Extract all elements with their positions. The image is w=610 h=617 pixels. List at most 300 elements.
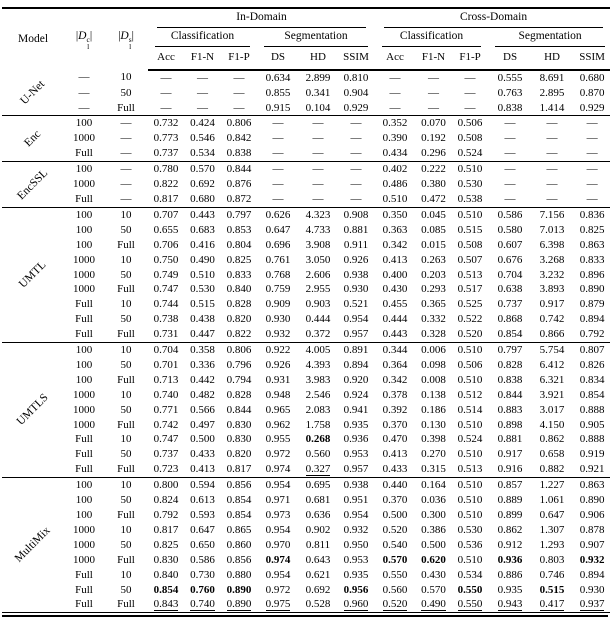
- metric-cell: [572, 493, 610, 508]
- metric-cell: [221, 282, 257, 297]
- metric-cell: [452, 462, 488, 477]
- metric-value: —: [272, 163, 284, 176]
- metric-cell: [415, 568, 452, 583]
- metric-cell: [221, 223, 257, 238]
- metric-value: 0.472: [421, 192, 446, 205]
- metric-cell: [488, 207, 532, 222]
- cls-set-size-cell: 100: [75, 208, 93, 221]
- metric-value: 0.830: [153, 553, 179, 566]
- metric-cell: [532, 447, 572, 462]
- seg-set-size-cell: —: [120, 178, 132, 191]
- metric-cell: [452, 403, 488, 418]
- metric-cell: [532, 162, 572, 177]
- metric-cell: [221, 523, 257, 538]
- metric-value: 0.820: [226, 313, 252, 326]
- metric-cell: [415, 508, 452, 523]
- metric-cell: [375, 86, 415, 101]
- metric-cell: [415, 583, 452, 598]
- metric-value: 0.932: [265, 328, 291, 341]
- metric-value: 0.974: [265, 553, 291, 566]
- metric-value: 0.681: [305, 494, 331, 507]
- metric-cell: [148, 403, 184, 418]
- metric-value: 0.550: [457, 583, 483, 596]
- metric-value: 0.768: [265, 268, 291, 281]
- cls-set-size-cell: 1000: [73, 553, 95, 566]
- metric-cell: [337, 282, 375, 297]
- metric-value: 0.890: [579, 494, 605, 507]
- metric-value: 0.972: [265, 583, 291, 596]
- metric-value: 0.386: [421, 523, 446, 536]
- subgroup-label: Classification: [382, 28, 481, 47]
- metric-cell: [532, 327, 572, 342]
- metric-cell: [375, 432, 415, 447]
- metric-value: 0.862: [497, 523, 523, 536]
- metric-value: 0.433: [190, 448, 215, 461]
- metric-cell: [488, 223, 532, 238]
- metric-cell: [572, 177, 610, 192]
- metric-value: —: [586, 192, 598, 205]
- metric-cell: [337, 523, 375, 538]
- metric-value: 0.528: [305, 598, 331, 611]
- metric-value: —: [272, 117, 284, 130]
- metric-value: 0.515: [457, 223, 483, 236]
- metric-cell: [257, 553, 299, 568]
- metric-cell: [375, 568, 415, 583]
- metric-value: —: [233, 71, 245, 84]
- seg-set-size-cell: Full: [117, 598, 135, 611]
- metric-value: 0.915: [265, 101, 291, 114]
- metric-value: 0.738: [153, 313, 179, 326]
- metric-value: 0.797: [497, 344, 523, 357]
- metric-value: 0.534: [457, 568, 483, 581]
- metric-value: 0.974: [265, 463, 291, 476]
- cls-set-size-cell: Full: [75, 433, 93, 446]
- metric-cell: [572, 192, 610, 207]
- metric-cell: [299, 253, 337, 268]
- metric-value: 0.706: [153, 238, 179, 251]
- metric-cell: [532, 192, 572, 207]
- cls-set-size-cell: 1000: [73, 418, 95, 431]
- model-label-rotated: UMTLS: [14, 391, 51, 428]
- metric-value: 0.857: [497, 479, 523, 492]
- metric-value: 0.008: [421, 373, 446, 386]
- table-row: [2, 146, 610, 161]
- metric-cell: [572, 478, 610, 493]
- metric-value: 0.378: [382, 388, 408, 401]
- metric-cell: [532, 312, 572, 327]
- metric-cell: [257, 538, 299, 553]
- metric-value: —: [160, 86, 172, 99]
- metric-value: —: [312, 163, 324, 176]
- metric-value: 0.905: [579, 418, 605, 431]
- metric-value: 0.836: [579, 208, 605, 221]
- group-header-in-domain: [148, 8, 375, 28]
- metric-value: 7.013: [539, 223, 565, 236]
- metric-value: 0.907: [579, 538, 605, 551]
- metric-value: —: [504, 192, 516, 205]
- metric-cell: [452, 268, 488, 283]
- metric-value: 3.983: [305, 373, 331, 386]
- metric-cell: [532, 253, 572, 268]
- metric-cell: [532, 146, 572, 161]
- metric-value: 0.430: [421, 568, 446, 581]
- metric-value: 0.370: [382, 418, 408, 431]
- metric-value: 0.863: [579, 238, 605, 251]
- metric-value: 0.138: [421, 388, 446, 401]
- metric-value: —: [504, 117, 516, 130]
- metric-value: 0.759: [265, 283, 291, 296]
- metric-cell: [452, 343, 488, 358]
- seg-set-size-cell: 50: [120, 494, 132, 507]
- metric-cell: [299, 131, 337, 146]
- metric-cell: [375, 447, 415, 462]
- table-row: [2, 86, 610, 101]
- metric-value: 0.917: [539, 298, 565, 311]
- metric-cell: [148, 553, 184, 568]
- table-row: [2, 282, 610, 297]
- metric-value: 0.520: [382, 523, 408, 536]
- metric-value: 2.083: [305, 403, 331, 416]
- metric-value: 0.104: [305, 101, 331, 114]
- metric-cell: [184, 162, 221, 177]
- metric-cell: [415, 403, 452, 418]
- metric-value: —: [546, 192, 558, 205]
- cls-set-size-cell: 100: [75, 358, 93, 371]
- metric-value: 0.747: [153, 433, 179, 446]
- metric-value: 0.692: [305, 583, 331, 596]
- metric-cell: [375, 70, 415, 86]
- table-row: [2, 418, 610, 433]
- metric-cell: [337, 462, 375, 477]
- metric-cell: [375, 523, 415, 538]
- seg-set-size-cell: 10: [120, 71, 132, 84]
- metric-value: 0.510: [190, 268, 215, 281]
- metric-cell: [221, 418, 257, 433]
- metric-value: —: [586, 178, 598, 191]
- metric-value: 0.550: [382, 568, 408, 581]
- metric-cell: [337, 388, 375, 403]
- model-label-rotated: UMTL: [16, 258, 49, 291]
- metric-value: 0.424: [190, 117, 215, 130]
- metric-cell: [488, 447, 532, 462]
- metric-cell: [299, 207, 337, 222]
- metric-cell: [375, 493, 415, 508]
- cls-set-size-cell: 1000: [73, 268, 95, 281]
- metric-value: 0.737: [153, 147, 179, 160]
- metric-cell: [452, 282, 488, 297]
- metric-cell: [375, 508, 415, 523]
- metric-cell: [221, 493, 257, 508]
- metric-value: 0.954: [343, 313, 369, 326]
- metric-cell: [184, 478, 221, 493]
- metric-value: 4.323: [305, 208, 331, 221]
- metric-value: 0.510: [457, 418, 483, 431]
- subgroup-header-classification-cross: [375, 28, 488, 47]
- metric-value: 0.822: [153, 178, 179, 191]
- metric-value: 0.860: [226, 538, 252, 551]
- metric-value: 0.912: [497, 538, 523, 551]
- metric-cell: [532, 388, 572, 403]
- cls-set-size-cell: 1000: [73, 253, 95, 266]
- metric-value: 0.822: [226, 328, 252, 341]
- metric-cell: [257, 447, 299, 462]
- seg-set-size-cell: 10: [120, 208, 132, 221]
- col-header-cls-set-size: |D c l |: [75, 29, 93, 51]
- metric-value: 0.898: [497, 418, 523, 431]
- metric-cell: [375, 238, 415, 253]
- metric-header-acc-in: Acc: [148, 47, 184, 70]
- metric-cell: [184, 553, 221, 568]
- metric-value: 6.412: [539, 358, 565, 371]
- cls-set-size-cell: Full: [75, 568, 93, 581]
- metric-value: 0.926: [343, 253, 369, 266]
- metric-cell: [375, 418, 415, 433]
- metric-value: —: [546, 117, 558, 130]
- metric-value: 0.800: [153, 479, 179, 492]
- subgroup-label: Segmentation: [495, 28, 605, 47]
- metric-value: 0.954: [265, 479, 291, 492]
- metric-value: 0.825: [579, 223, 605, 236]
- metric-cell: [452, 70, 488, 86]
- metric-value: 0.903: [305, 298, 331, 311]
- metric-value: 0.315: [421, 463, 446, 476]
- metric-value: 0.854: [579, 388, 605, 401]
- metric-value: —: [272, 147, 284, 160]
- metric-cell: [452, 478, 488, 493]
- metric-cell: [257, 253, 299, 268]
- metric-value: 0.530: [457, 178, 483, 191]
- metric-cell: [488, 177, 532, 192]
- model-block-enc: [2, 116, 610, 162]
- metric-value: 0.747: [153, 283, 179, 296]
- metric-value: 0.438: [190, 313, 215, 326]
- metric-value: 0.843: [153, 598, 179, 611]
- metric-value: 4.393: [305, 358, 331, 371]
- metric-value: 0.953: [343, 553, 369, 566]
- metric-cell: [257, 146, 299, 161]
- metric-value: 0.593: [190, 509, 215, 521]
- metric-cell: [572, 253, 610, 268]
- metric-value: —: [160, 101, 172, 114]
- metric-cell: [257, 583, 299, 598]
- table-row: [2, 478, 610, 493]
- metric-value: 0.336: [190, 358, 215, 371]
- seg-set-size-cell: —: [120, 117, 132, 130]
- metric-header-ds-in: DS: [257, 47, 299, 70]
- metric-cell: [221, 538, 257, 553]
- metric-cell: [184, 418, 221, 433]
- cls-set-size-cell: —: [78, 71, 90, 84]
- cls-set-size-cell: —: [78, 101, 90, 114]
- metric-cell: [184, 388, 221, 403]
- group-header-cross-domain-label: Cross-Domain: [384, 9, 603, 28]
- metric-cell: [257, 70, 299, 86]
- metric-value: 0.164: [421, 479, 446, 492]
- metric-cell: [299, 70, 337, 86]
- metric-cell: [221, 268, 257, 283]
- metric-value: 0.732: [153, 117, 179, 130]
- metric-value: 3.017: [539, 403, 565, 416]
- metric-cell: [488, 297, 532, 312]
- seg-set-size-cell: 10: [120, 298, 132, 311]
- metric-cell: [337, 553, 375, 568]
- metric-value: 0.621: [305, 568, 331, 581]
- metric-cell: [221, 432, 257, 447]
- metric-cell: [184, 373, 221, 388]
- table-row: [2, 343, 610, 358]
- metric-value: 0.938: [343, 479, 369, 492]
- metric-value: 0.868: [497, 313, 523, 326]
- metric-value: —: [233, 101, 245, 114]
- metric-cell: [415, 192, 452, 207]
- metric-cell: [452, 101, 488, 116]
- metric-cell: [257, 432, 299, 447]
- metric-value: 0.737: [153, 448, 179, 461]
- metric-cell: [184, 523, 221, 538]
- metric-value: 0.607: [497, 238, 523, 251]
- metric-value: 0.954: [265, 568, 291, 581]
- metric-cell: [257, 223, 299, 238]
- metric-value: 1.061: [539, 494, 565, 507]
- metric-cell: [488, 101, 532, 116]
- metric-value: 0.430: [382, 283, 408, 296]
- metric-value: 0.916: [497, 463, 523, 476]
- metric-cell: [257, 101, 299, 116]
- metric-value: 0.891: [343, 344, 369, 357]
- metric-value: 0.908: [343, 208, 369, 221]
- metric-value: —: [586, 117, 598, 130]
- metric-value: 0.760: [190, 583, 215, 596]
- metric-cell: [257, 297, 299, 312]
- metric-cell: [337, 493, 375, 508]
- metric-cell: [452, 253, 488, 268]
- metric-value: 0.953: [343, 448, 369, 461]
- metric-cell: [184, 282, 221, 297]
- table-row: [2, 253, 610, 268]
- subgroup-header-classification-in: [148, 28, 257, 47]
- metric-cell: [148, 207, 184, 222]
- metric-cell: [532, 523, 572, 538]
- metric-value: 5.754: [539, 344, 565, 357]
- table-row: [2, 568, 610, 583]
- metric-value: —: [350, 192, 362, 205]
- metric-value: 0.263: [421, 253, 446, 266]
- metric-cell: [184, 192, 221, 207]
- metric-value: 0.803: [539, 553, 565, 566]
- metric-value: 3.050: [305, 253, 331, 266]
- metric-value: 0.497: [190, 418, 215, 431]
- metric-cell: [257, 131, 299, 146]
- metric-value: 0.455: [382, 298, 408, 311]
- metric-value: 0.917: [497, 448, 523, 461]
- metric-value: 0.186: [421, 403, 446, 416]
- metric-value: 0.930: [343, 283, 369, 296]
- metric-value: 0.006: [421, 344, 446, 357]
- metric-value: 0.792: [153, 509, 179, 521]
- metric-value: 0.647: [265, 223, 291, 236]
- metric-cell: [184, 403, 221, 418]
- metric-value: —: [586, 132, 598, 145]
- metric-value: 0.524: [457, 433, 483, 446]
- metric-value: 0.515: [190, 298, 215, 311]
- metric-value: 0.696: [265, 238, 291, 251]
- metric-cell: [184, 583, 221, 598]
- metric-value: 0.746: [539, 568, 565, 581]
- metric-value: 0.749: [153, 268, 179, 281]
- table-row: [2, 388, 610, 403]
- metric-value: 0.853: [226, 223, 252, 236]
- metric-cell: [488, 538, 532, 553]
- metric-value: 0.365: [421, 298, 446, 311]
- metric-cell: [221, 101, 257, 116]
- metric-cell: [452, 418, 488, 433]
- metric-value: 0.443: [190, 208, 215, 221]
- metric-value: 0.954: [265, 523, 291, 536]
- metric-cell: [488, 238, 532, 253]
- metric-cell: [415, 523, 452, 538]
- metric-value: 0.935: [497, 583, 523, 596]
- cls-set-size-cell: Full: [75, 583, 93, 596]
- metric-cell: [572, 116, 610, 131]
- metric-value: 0.507: [457, 253, 483, 266]
- metric-cell: [148, 101, 184, 116]
- table-row: [2, 403, 610, 418]
- table-row: [2, 373, 610, 388]
- table-row: [2, 101, 610, 116]
- metric-cell: [572, 223, 610, 238]
- metric-value: 0.713: [153, 373, 179, 386]
- subgroup-label: Classification: [155, 28, 250, 47]
- metric-cell: [184, 116, 221, 131]
- metric-cell: [488, 373, 532, 388]
- metric-cell: [452, 223, 488, 238]
- metric-value: —: [389, 71, 401, 84]
- metric-cell: [572, 373, 610, 388]
- metric-value: —: [504, 163, 516, 176]
- metric-value: 0.894: [343, 358, 369, 371]
- metric-value: 0.510: [457, 479, 483, 492]
- metric-value: —: [586, 163, 598, 176]
- metric-value: 0.956: [343, 583, 369, 596]
- metric-value: 0.701: [153, 358, 179, 371]
- model-cell: [2, 116, 64, 162]
- metric-value: 0.817: [153, 192, 179, 205]
- model-label-rotated: Enc: [22, 127, 44, 150]
- metric-value: 3.908: [305, 238, 331, 251]
- metric-value: 0.540: [382, 538, 408, 551]
- metric-cell: [299, 343, 337, 358]
- metric-value: 0.838: [226, 147, 252, 160]
- metric-cell: [148, 493, 184, 508]
- metric-cell: [337, 268, 375, 283]
- metric-cell: [572, 583, 610, 598]
- metric-cell: [337, 538, 375, 553]
- metric-cell: [148, 253, 184, 268]
- metric-cell: [257, 162, 299, 177]
- metric-cell: [221, 373, 257, 388]
- metric-value: 0.506: [457, 358, 483, 371]
- seg-set-size-cell: —: [120, 132, 132, 145]
- metric-cell: [184, 253, 221, 268]
- metric-value: 0.854: [226, 494, 252, 507]
- metric-cell: [415, 177, 452, 192]
- metric-value: 2.955: [305, 283, 331, 296]
- metric-value: 0.626: [265, 208, 291, 221]
- metric-cell: [572, 553, 610, 568]
- metric-cell: [184, 358, 221, 373]
- metric-cell: [452, 538, 488, 553]
- metric-cell: [452, 327, 488, 342]
